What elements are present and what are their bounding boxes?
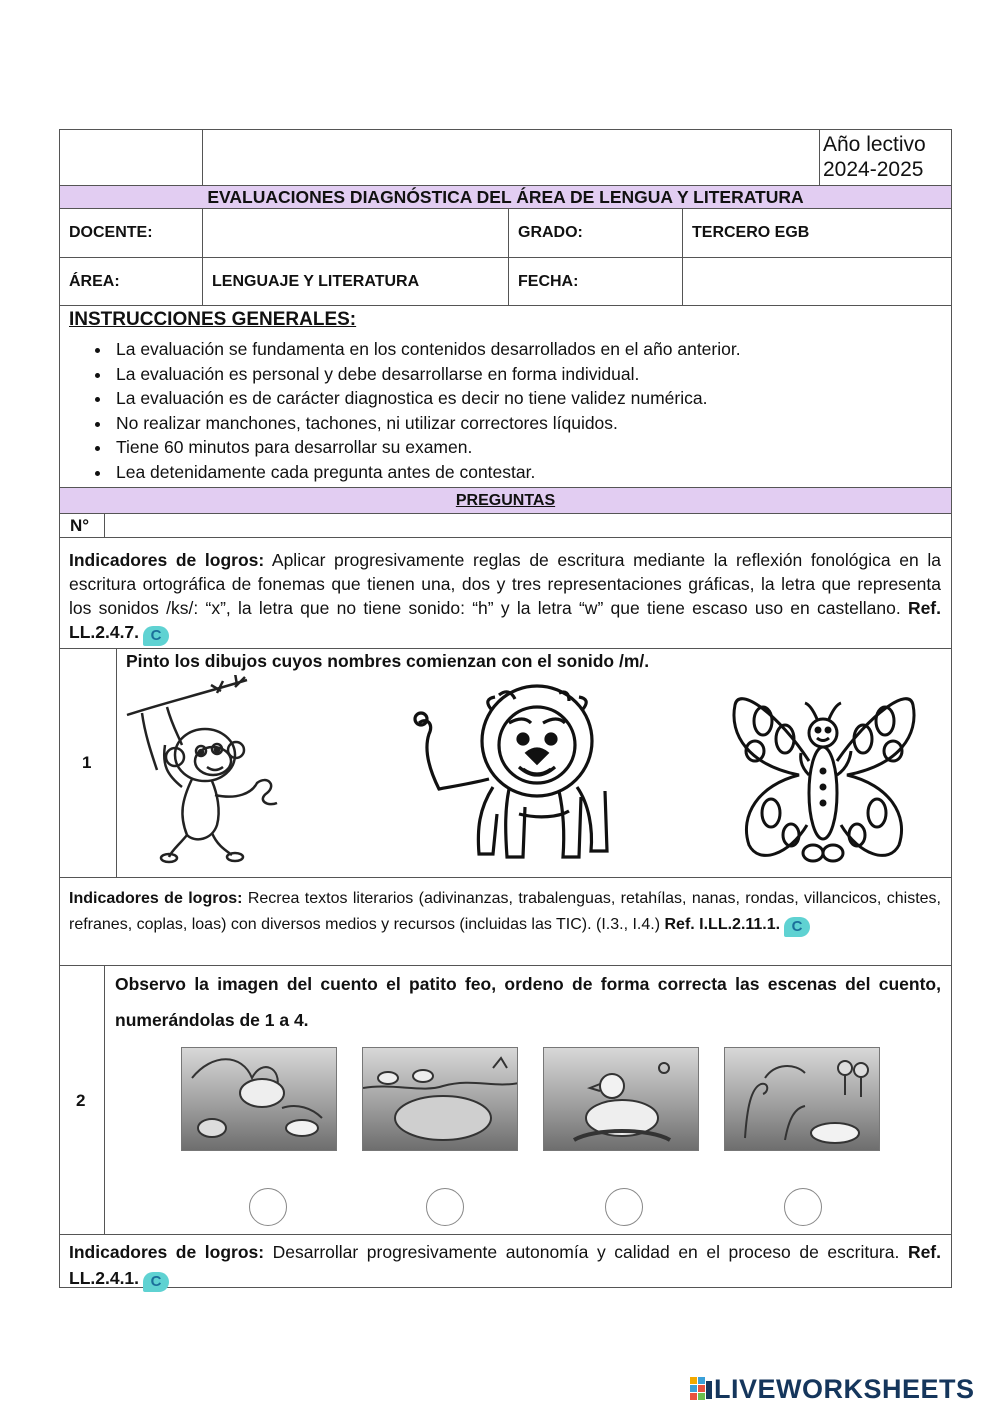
chat-icon[interactable]: C [143, 1272, 169, 1292]
instructions-row [59, 305, 952, 487]
area-label: ÁREA: [69, 273, 120, 290]
number-blank-cell [104, 514, 951, 537]
question-1-prompt: Pinto los dibujos cuyos nombres comienzan con el sonido /m/. [126, 651, 650, 671]
year-value: 2024-2025 [823, 158, 924, 181]
indicator-1-body: Aplicar progresivamente reglas de escritura mediante la reflexión fonológica en la escritura ortográfica de fonemas que tienen una, dos y tres representaciones gráficas, la letra que representa los sonidos /ks/: “x”, la letra que no tiene sonido: “h” y la letra “w” que tiene escaso uso en castellano. [69, 550, 941, 618]
year-label: Año lectivo [823, 133, 926, 156]
scene-1-illustration [182, 1048, 337, 1151]
instruction-item: • La evaluación es de carácter diagnostica es decir no tiene validez numérica. [112, 386, 951, 411]
logo-text: LIVEWORKSHEETS [714, 1373, 975, 1404]
area-value: LENGUAJE Y LITERATURA [212, 273, 420, 290]
question-2-content [104, 966, 951, 1234]
questions-header-row [59, 487, 952, 513]
butterfly-drawing[interactable] [729, 675, 919, 871]
docente-label: DOCENTE: [69, 224, 153, 241]
order-circle-4[interactable] [784, 1188, 822, 1226]
monkey-drawing[interactable] [117, 675, 287, 865]
year-cell [819, 130, 951, 185]
questions-header: PREGUNTAS [455, 492, 556, 509]
question-2-prompt: Observo la imagen del cuento el patito feo, ordeno de forma correcta las escenas del cuento, numerándolas de 1 a 4. [115, 974, 941, 1030]
order-circle-1[interactable] [249, 1188, 287, 1226]
order-circle-3[interactable] [605, 1188, 643, 1226]
header-row [59, 129, 952, 185]
indicator-3-text [60, 1235, 951, 1292]
liveworksheets-logo [690, 1374, 975, 1404]
scene-4-illustration [725, 1048, 880, 1151]
indicator-3-row [59, 1234, 952, 1288]
number-row [59, 513, 952, 537]
fecha-label-cell [508, 258, 682, 305]
title-row [59, 185, 952, 208]
instructions-list [60, 337, 951, 484]
instructions-heading: INSTRUCCIONES GENERALES: [69, 309, 357, 330]
story-scene-4 [724, 1047, 880, 1151]
indicator-2-ref: Ref. I.LL.2.11.1. [664, 916, 781, 933]
indicator-2-body: Recrea textos literarios (adivinanzas, trabalenguas, retahílas, nanas, rondas, villancicos, chistes, refranes, coplas, loas) con diversos medios y recursos (incluidas las TIC). (I.3., I.4.) [69, 890, 941, 933]
question-1-number: 1 [82, 753, 92, 772]
order-circle-2[interactable] [426, 1188, 464, 1226]
instruction-item: • La evaluación se fundamenta en los contenidos desarrollados en el año anterior. [112, 337, 951, 362]
story-scene-1 [181, 1047, 337, 1151]
question-1-row [59, 648, 952, 877]
evaluation-sheet [59, 129, 952, 1288]
question-2-row [59, 965, 952, 1234]
number-label: N° [70, 516, 90, 535]
instruction-item: • Lea detenidamente cada pregunta antes de contestar. [112, 460, 951, 485]
indicator-1-row [59, 537, 952, 648]
instruction-item: • La evaluación es personal y debe desarrollarse en forma individual. [112, 362, 951, 387]
indicator-1-text [60, 538, 951, 646]
grado-label: GRADO: [518, 224, 583, 241]
scene-3-illustration [544, 1048, 699, 1151]
instruction-item: • No realizar manchones, tachones, ni utilizar correctores líquidos. [112, 411, 951, 436]
indicator-2-text [60, 878, 951, 938]
chat-icon[interactable]: C [784, 917, 810, 937]
area-value-cell [202, 258, 508, 305]
area-row [59, 257, 952, 305]
indicator-3-lead: Indicadores de logros: [69, 1242, 265, 1262]
school-name-cell [202, 130, 819, 185]
scene-2-illustration [363, 1048, 518, 1151]
logo-icon [690, 1377, 714, 1401]
chat-icon[interactable]: C [143, 626, 169, 646]
fecha-label: FECHA: [518, 273, 579, 290]
grado-label-cell [508, 209, 682, 257]
fecha-field[interactable] [682, 258, 951, 305]
indicator-2-row [59, 877, 952, 965]
page-title: EVALUACIONES DIAGNÓSTICA DEL ÁREA DE LENGUA Y LITERATURA [207, 187, 804, 207]
instruction-item: • Tiene 60 minutos para desarrollar su examen. [112, 435, 951, 460]
indicator-3-ref: Ref. LL.2.4.1. [69, 1242, 941, 1288]
question-2-number: 2 [76, 1091, 86, 1110]
grado-value-cell [682, 209, 951, 257]
docente-row [59, 208, 952, 257]
indicator-3-body: Desarrollar progresivamente autonomía y calidad en el proceso de escritura. [264, 1242, 908, 1262]
docente-field[interactable] [202, 209, 508, 257]
story-scene-2 [362, 1047, 518, 1151]
indicator-1-ref: Ref. LL.2.4.7. [69, 598, 941, 642]
indicator-1-lead: Indicadores de logros: [69, 550, 265, 570]
story-scene-3 [543, 1047, 699, 1151]
lion-drawing[interactable] [409, 679, 615, 869]
question-1-content [116, 649, 951, 877]
grado-value: TERCERO EGB [692, 224, 810, 241]
indicator-2-lead: Indicadores de logros: [69, 890, 243, 907]
